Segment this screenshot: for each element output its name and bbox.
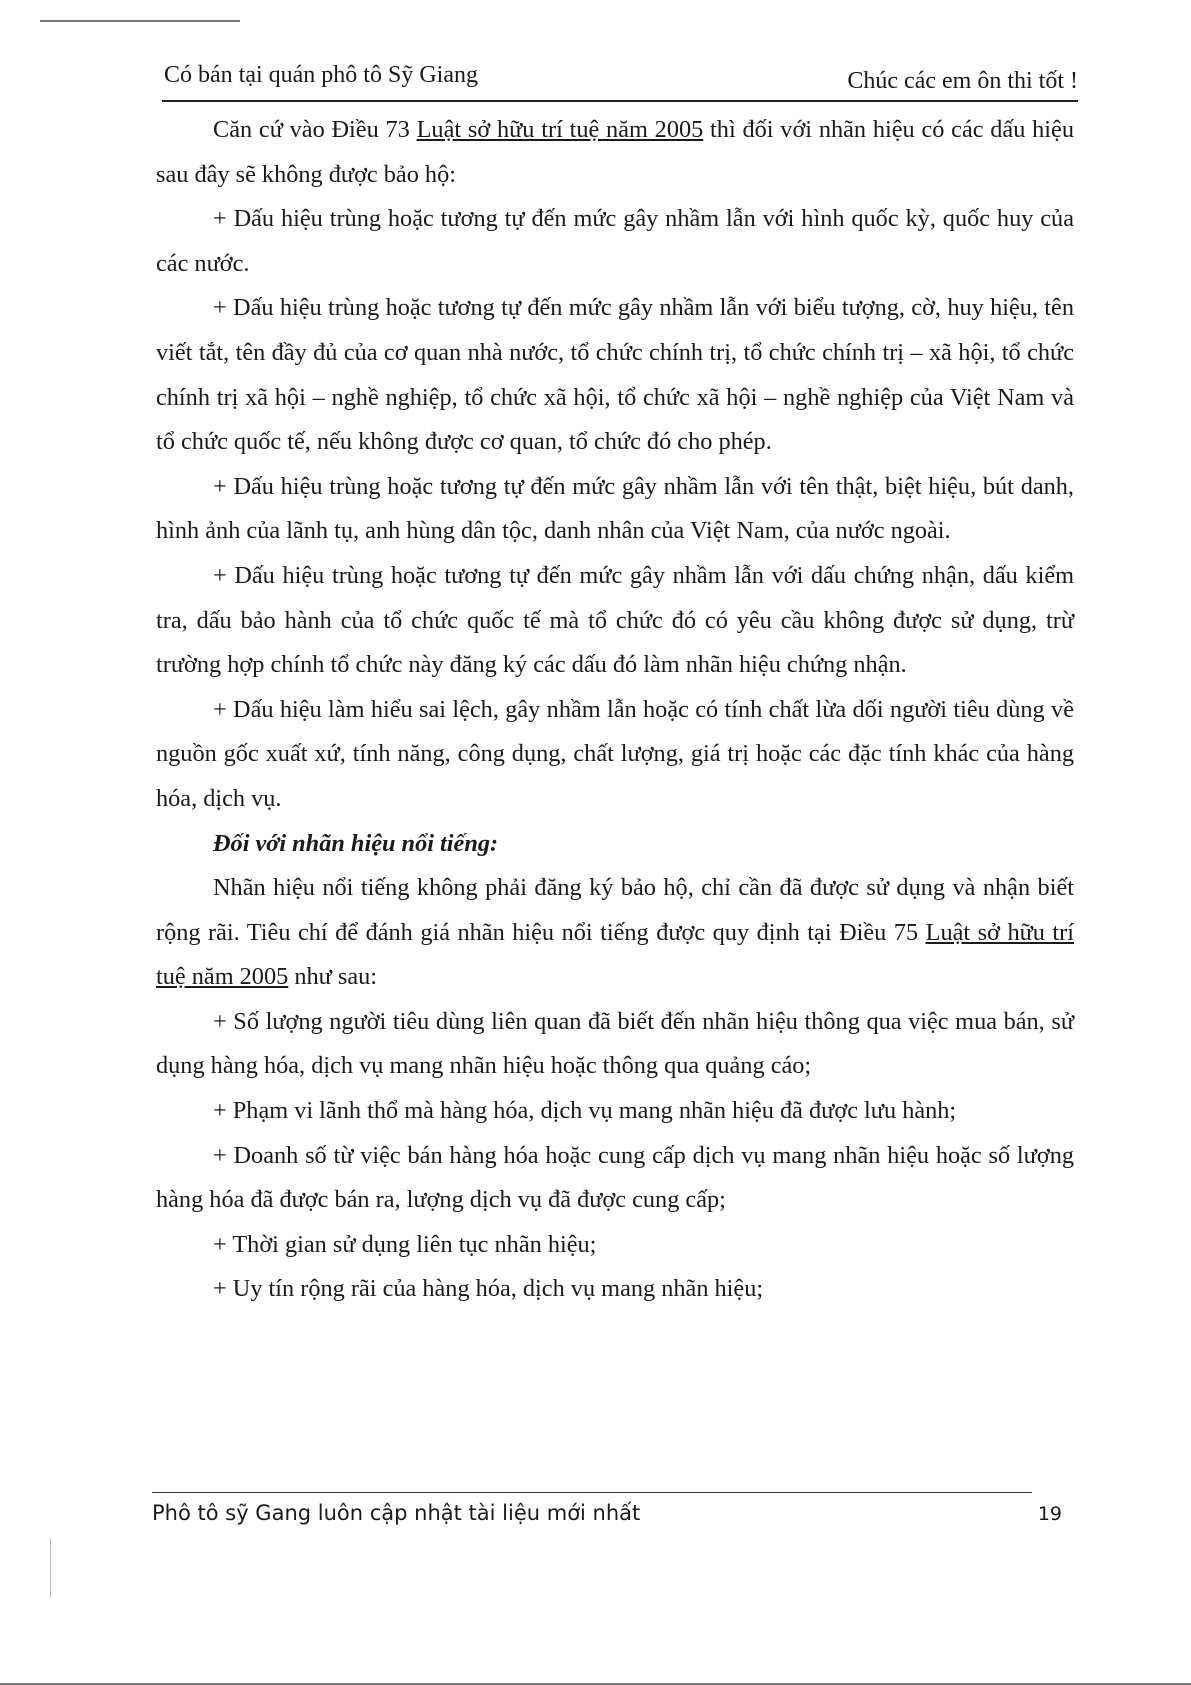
paragraph-text: như sau: bbox=[288, 963, 378, 991]
paragraph: + Dấu hiệu trùng hoặc tương tự đến mức gây nhầm lẫn với dấu chứng nhận, dấu kiểm tra, dấu bảo hành của tổ chức quốc tế mà tổ chức đó có yêu cầu không được sử dụng, trừ trường hợp chính tổ chức này đăng ký các dấu đó làm nhãn hiệu chứng nhận. bbox=[156, 561, 1074, 679]
paragraph: + Dấu hiệu trùng hoặc tương tự đến mức gây nhầm lẫn với biểu tượng, cờ, huy hiệu, tên viết tắt, tên đầy đủ của cơ quan nhà nước, tổ chức chính trị, tổ chức chính trị – xã hội, tổ chức chính trị xã hội – nghề nghiệp, tổ chức xã hội, tổ chức xã hội – nghề nghiệp của Việt Nam và tổ chức quốc tế, nếu không được cơ quan, tổ chức đó cho phép. bbox=[156, 294, 1074, 456]
scan-left-edge-mark bbox=[50, 1538, 51, 1598]
page-footer bbox=[152, 1492, 1062, 1537]
page-header bbox=[162, 58, 1078, 102]
paragraph bbox=[156, 108, 1074, 197]
scan-top-rule bbox=[40, 20, 240, 22]
paragraph-text: Nhãn hiệu nổi tiếng không phải đăng ký bảo hộ, chỉ cần đã được sử dụng và nhận biết rộng rãi. Tiêu chí để đánh giá nhãn hiệu nổi tiếng được quy định tại Điều 75 bbox=[156, 874, 1074, 946]
law-reference: Luật sở hữu trí tuệ năm 2005 bbox=[156, 918, 1074, 991]
paragraph-text: Căn cứ vào Điều 73 bbox=[213, 116, 417, 143]
page-number: 19 bbox=[1037, 1503, 1062, 1525]
paragraph: + Thời gian sử dụng liên tục nhãn hiệu; bbox=[213, 1230, 597, 1258]
paragraph: + Phạm vi lãnh thổ mà hàng hóa, dịch vụ mang nhãn hiệu đã được lưu hành; bbox=[213, 1097, 957, 1125]
document-body bbox=[156, 108, 1074, 1312]
paragraph: + Uy tín rộng rãi của hàng hóa, dịch vụ mang nhãn hiệu; bbox=[213, 1275, 764, 1303]
paragraph-text: thì đối với nhãn hiệu có các dấu hiệu sau đây sẽ không được bảo hộ: bbox=[156, 116, 1074, 188]
paragraph: + Số lượng người tiêu dùng liên quan đã biết đến nhãn hiệu thông qua việc mua bán, sử dụng hàng hóa, dịch vụ mang nhãn hiệu hoặc thông qua quảng cáo; bbox=[156, 1007, 1074, 1080]
paragraph: + Dấu hiệu làm hiểu sai lệch, gây nhầm lẫn hoặc có tính chất lừa dối người tiêu dùng về nguồn gốc xuất xứ, tính năng, công dụng, chất lượng, giá trị hoặc các đặc tính khác của hàng hóa, dịch vụ. bbox=[156, 695, 1074, 812]
paragraph bbox=[156, 866, 1074, 1000]
paragraph: + Doanh số từ việc bán hàng hóa hoặc cung cấp dịch vụ mang nhãn hiệu hoặc số lượng hàng hóa đã được bán ra, lượng dịch vụ đã được cung cấp; bbox=[156, 1141, 1074, 1214]
header-left-text: Có bán tại quán phô tô Sỹ Giang bbox=[164, 62, 478, 88]
section-heading: Đối với nhãn hiệu nổi tiếng: bbox=[213, 829, 499, 857]
paragraph: + Dấu hiệu trùng hoặc tương tự đến mức gây nhầm lẫn với tên thật, biệt hiệu, bút danh, hình ảnh của lãnh tụ, anh hùng dân tộc, danh nhân của Việt Nam, của nước ngoài. bbox=[156, 472, 1074, 545]
law-reference: Luật sở hữu trí tuệ năm 2005 bbox=[416, 116, 704, 143]
paragraph: + Dấu hiệu trùng hoặc tương tự đến mức gây nhầm lẫn với hình quốc kỳ, quốc huy của các nước. bbox=[156, 205, 1074, 277]
footer-text: Phô tô sỹ Gang luôn cập nhật tài liệu mới nhất bbox=[152, 1501, 641, 1525]
header-right-text: Chúc các em ôn thi tốt ! bbox=[847, 68, 1078, 94]
